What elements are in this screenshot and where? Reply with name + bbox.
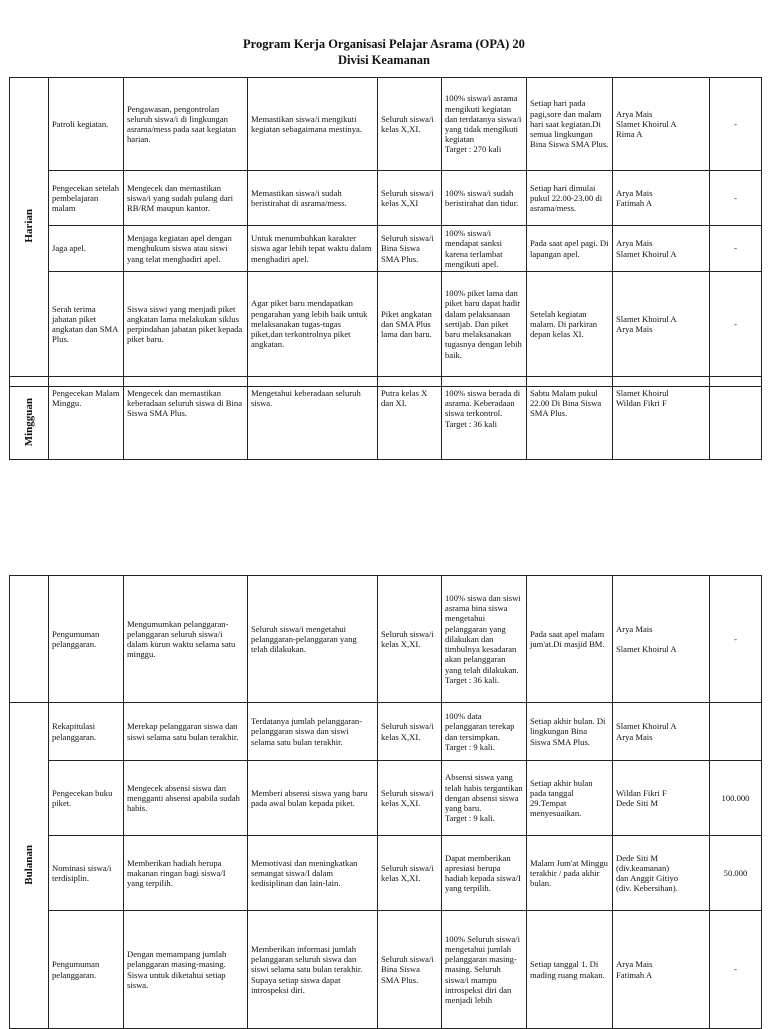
cell-tujuan: Untuk menumbuhkan karakter siswa agar lebih tepat waktu dalam menghadiri apel. (248, 226, 378, 272)
table-row (10, 171, 762, 226)
cell-tujuan: Memastikan siswa/i sudah beristirahat di asrama/mess. (248, 171, 378, 226)
cell-kegiatan: Mengecek absensi siswa dan mengganti absensi apabila sudah habis. (124, 761, 248, 836)
cell-tujuan: Agar piket baru mendapatkan pengarahan yang lebih baik untuk melaksanakan tugas-tugas piket,dan terkontrolnya piket angkatan. (248, 272, 378, 377)
table-row (10, 576, 762, 703)
table-row (10, 761, 762, 836)
cell-sasaran: Seluruh siswa/i kelas X,XI. (378, 576, 442, 703)
table-row (10, 226, 762, 272)
cell-sasaran: Seluruh siswa/i Bina Siswa SMA Plus. (378, 226, 442, 272)
category-mingguan: Mingguan (10, 387, 49, 460)
table-row (10, 703, 762, 761)
cell-biaya (710, 387, 762, 460)
cell-tujuan: Memberikan informasi jumlah pelanggaran seluruh siswa dan siswi selama satu bulan terakhir. Supaya setiap siswa dapat introspeksi diri. (248, 911, 378, 1029)
cell-biaya: 50.000 (710, 836, 762, 911)
cell-sasaran: Seluruh siswa/i kelas X,XI. (378, 703, 442, 761)
table-row (10, 836, 762, 911)
cell-biaya: - (710, 226, 762, 272)
cell-sasaran: Seluruh siswa/i kelas X,XI. (378, 761, 442, 836)
cell-program: Serah terima jabatan piket angkatan dan SMA Plus. (49, 272, 124, 377)
cell-tujuan: Memastikan siswa/i mengikuti kegiatan sebagaimana mestinya. (248, 78, 378, 171)
cell-biaya: - (710, 78, 762, 171)
cell-program: Pengumuman pelanggaran. (49, 576, 124, 703)
cell-program: Pengecekan setelah pembelajaran malam (49, 171, 124, 226)
cell-program: Patroli kegiatan. (49, 78, 124, 171)
cell-pj: Slamet Khoirul A Arya Mais (613, 272, 710, 377)
cell-target: 100% piket lama dan piket baru dapat hadir dalam pelaksanaan sertijab. Dan piket baru melaksanakan tugasnya dengan lebih baik. (442, 272, 527, 377)
category-bulanan: Bulanan (10, 703, 49, 1029)
cell-biaya: - (710, 911, 762, 1029)
cell-waktu: Setiap akhir bulan pada tanggal 29.Tempat menyesuaikan. (527, 761, 613, 836)
cell-biaya (710, 703, 762, 761)
cell-waktu: Pada saat apel malam jum'at.Di masjid BM. (527, 576, 613, 703)
page-subtitle: Divisi Keamanan (337, 53, 431, 67)
cell-sasaran: Putra kelas X dan XI. (378, 387, 442, 460)
cell-target: Absensi siswa yang telah habis tergantikan dengan absensi siswa yang baru. Target : 9 kali. (442, 761, 527, 836)
cell-waktu: Setiap hari pada pagi,sore dan malam hari saat kegiatan.Di semua lingkungan Bina Siswa SMA Plus. (527, 78, 613, 171)
cell-tujuan: Terdatanya jumlah pelanggaran-pelanggaran siswa dan siswi selama satu bulan terakhir. (248, 703, 378, 761)
cell-kegiatan: Mengecek dan memastikan siswa/i yang sudah pulang dari RB/RM maupun kantor. (124, 171, 248, 226)
cell-waktu: Setiap akhir bulan. Di lingkungan Bina Siswa SMA Plus. (527, 703, 613, 761)
cell-kegiatan: Merekap pelanggaran siswa dan siswi selama satu bulan terakhir. (124, 703, 248, 761)
cell-target: 100% Seluruh siswa/i mengetahui jumlah pelanggaran masing-masing. Seluruh siswa/i mampu introspeksi diri dan menjadi lebih (442, 911, 527, 1029)
cell-pj: Arya Mais Fatimah A (613, 171, 710, 226)
cell-pj: Slamet Khoirul A Arya Mais (613, 703, 710, 761)
cell-kegiatan: Memberikan hadiah berupa makanan ringan bagi siswa/I yang terpilih. (124, 836, 248, 911)
program-table-daily-weekly (9, 77, 762, 460)
cell-sasaran: Piket angkatan dan SMA Plus lama dan baru. (378, 272, 442, 377)
cell-program: Pengecekan Malam Minggu. (49, 387, 124, 460)
cell-pj: Dede Siti M (div.keamanan) dan Anggit Gitiyo (div. Kebersihan). (613, 836, 710, 911)
cell-kegiatan: Dengan memampang jumlah pelanggaran masing-masing. Siswa untuk diketahui setiap siswa. (124, 911, 248, 1029)
cell-program: Jaga apel. (49, 226, 124, 272)
cell-biaya: 100.000 (710, 761, 762, 836)
cell-biaya: - (710, 272, 762, 377)
cell-biaya: - (710, 576, 762, 703)
cell-program: Nominasi siswa/i terdisiplin. (49, 836, 124, 911)
category-empty (10, 576, 49, 703)
cell-tujuan: Memotivasi dan meningkatkan semangat siswa/I dalam kedisiplinan dan lain-lain. (248, 836, 378, 911)
cell-program: Rekapitulasi pelanggaran. (49, 703, 124, 761)
cell-pj: Arya Mais Slamet Khoirul A (613, 576, 710, 703)
table-row-separator (10, 377, 762, 387)
cell-tujuan: Seluruh siswa/i mengetahui pelanggaran-pelanggaran yang telah dilakukan. (248, 576, 378, 703)
cell-pj: Arya Mais Slamet Khoirul A (613, 226, 710, 272)
cell-program: Pengumuman pelanggaran. (49, 911, 124, 1029)
cell-kegiatan: Mengecek dan memastikan keberadaan seluruh siswa di Bina Siswa SMA Plus. (124, 387, 248, 460)
cell-target: 100% siswa/i mendapat sanksi karena terlambat mengikuti apel. (442, 226, 527, 272)
cell-waktu: Malam Jum'at Minggu terakhir / pada akhir bulan. (527, 836, 613, 911)
cell-sasaran: Seluruh siswa/i kelas X,XI. (378, 836, 442, 911)
program-table-monthly (9, 575, 762, 1029)
cell-kegiatan: Siswa siswi yang menjadi piket angkatan lama melakukan siklus perpindahan jabatan piket kepada piket baru. (124, 272, 248, 377)
cell-target: 100% siswa/i sudah beristirahat dan tidur. (442, 171, 527, 226)
cell-waktu: Setiap hari dimulai pukul 22.00-23.00 di asrama/mess. (527, 171, 613, 226)
table-row (10, 911, 762, 1029)
cell-target: 100% data pelanggaran terekap dan tersimpkan. Target : 9 kali. (442, 703, 527, 761)
cell-waktu: Setiap tanggal 1. Di mading ruang makan. (527, 911, 613, 1029)
cell-sasaran: Seluruh siswa/i Bina Siswa SMA Plus. (378, 911, 442, 1029)
cell-pj: Wildan Fikri F Dede Siti M (613, 761, 710, 836)
cell-pj: Arya Mais Slamet Khoirul A Rima A (613, 78, 710, 171)
cell-kegiatan: Menjaga kegiatan apel dengan menghukum siswa atau siswi yang telat menghadiri apel. (124, 226, 248, 272)
cell-sasaran: Seluruh siswa/i kelas X,XI (378, 171, 442, 226)
cell-target: Dapat memberikan apresiasi berupa hadiah kepada siswa/I yang terpilih. (442, 836, 527, 911)
cell-kegiatan: Mengumumkan pelanggaran-pelanggaran seluruh siswa/i dalam kurun waktu selama satu minggu. (124, 576, 248, 703)
table-row (10, 78, 762, 171)
cell-waktu: Setelah kegiatan malam. Di parkiran depan kelas XI. (527, 272, 613, 377)
page-title: Program Kerja Organisasi Pelajar Asrama (OPA) 20 (243, 37, 525, 51)
category-harian: Harian (10, 78, 49, 377)
cell-target: 100% siswa dan siswi asrama bina siswa mengetahui pelanggaran yang dilakukan dan timbulnya kesadaran akan pelanggaran yang telah dilakukan. Target : 36 kali. (442, 576, 527, 703)
cell-program: Pengecekan buku piket. (49, 761, 124, 836)
cell-waktu: Pada saat apel pagi. Di lapangan apel. (527, 226, 613, 272)
cell-pj: Slamet Khoirul Wildan Fikri F (613, 387, 710, 460)
cell-waktu: Sabtu Malam pukul 22.00 Di Bina Siswa SMA Plus. (527, 387, 613, 460)
cell-tujuan: Memberi absensi siswa yang baru pada awal bulan kepada piket. (248, 761, 378, 836)
cell-target: 100% siswa/i asrama mengikuti kegiatan dan terdatanya siswa/i yang tidak mengikuti kegiatan Target : 270 kali (442, 78, 527, 171)
cell-tujuan: Mengetahui keberadaan seluruh siswa. (248, 387, 378, 460)
cell-kegiatan: Pengawasan, pengontrolan seluruh siswa/i di lingkungan asrama/mess pada saat kegiatan harian. (124, 78, 248, 171)
cell-biaya: - (710, 171, 762, 226)
table-row (10, 387, 762, 460)
cell-target: 100% siswa berada di asrama. Keberadaan siswa terkontrol. Target : 36 kali (442, 387, 527, 460)
table-row (10, 272, 762, 377)
cell-sasaran: Seluruh siswa/i kelas X,XI. (378, 78, 442, 171)
cell-pj: Arya Mais Fatimah A (613, 911, 710, 1029)
